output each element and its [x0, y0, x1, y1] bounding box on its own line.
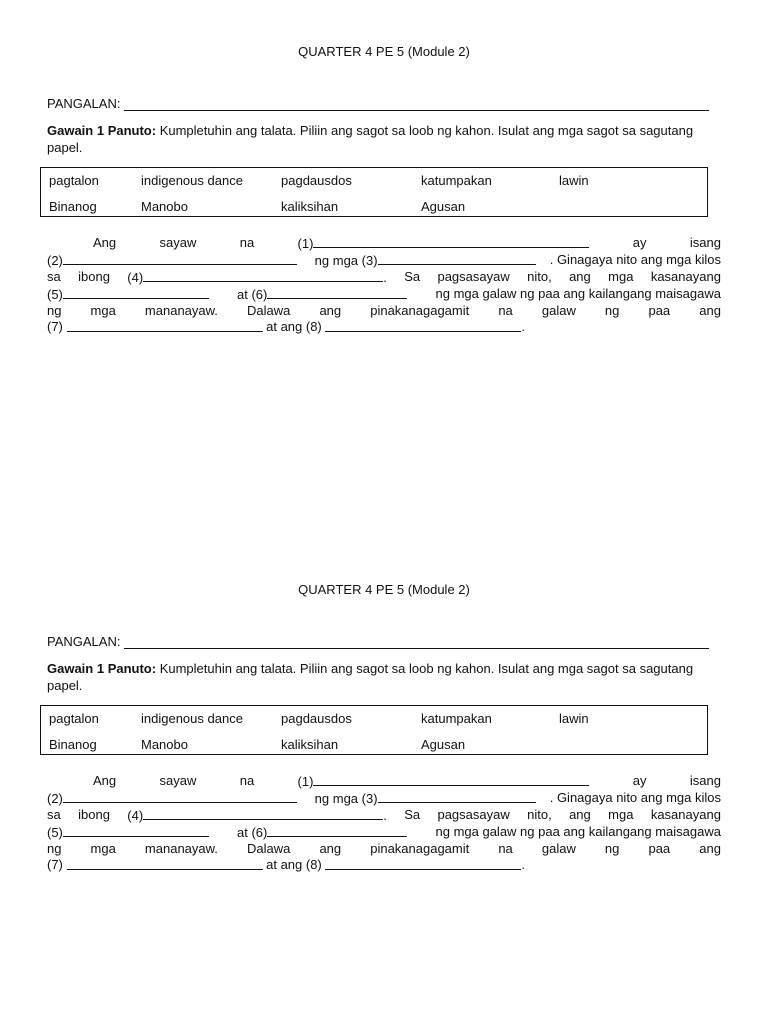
paragraph-line	[47, 235, 721, 252]
word-bank-item: kaliksihan	[281, 737, 339, 752]
paragraph-segment	[47, 824, 209, 841]
paragraph-segment	[47, 790, 297, 807]
paragraph-word: galaw	[541, 840, 576, 856]
paragraph-word: mga	[608, 806, 634, 822]
paragraph-text: at (6)	[233, 286, 268, 302]
fill-in-paragraph	[47, 773, 721, 874]
paragraph-segment	[127, 807, 387, 824]
paragraph-text: . Ginagaya nito ang mga kilos	[549, 251, 721, 267]
answer-blank-1[interactable]	[313, 773, 589, 786]
paragraph-word: ang	[319, 302, 342, 318]
paragraph-line	[47, 773, 721, 790]
paragraph-word: pagsasayaw	[437, 268, 510, 284]
paragraph-segment	[311, 790, 535, 807]
paragraph-word: ng	[604, 302, 620, 318]
answer-blank-5[interactable]	[63, 286, 209, 299]
answer-blank-6[interactable]	[267, 286, 407, 299]
name-label: PANGALAN:	[47, 634, 121, 649]
paragraph-word: ang	[699, 840, 721, 856]
paragraph-line	[47, 790, 721, 807]
paragraph-word: na	[498, 840, 513, 856]
blank-number: (4)	[127, 269, 144, 285]
paragraph-segment	[233, 286, 407, 303]
name-label: PANGALAN:	[47, 96, 121, 111]
blank-number: (7)	[47, 319, 67, 335]
paragraph-line	[47, 303, 721, 320]
paragraph-word: mananayaw.	[144, 840, 218, 856]
paragraph-segment	[47, 252, 297, 269]
answer-blank-7[interactable]	[67, 319, 263, 332]
word-bank-item: Binanog	[49, 199, 97, 214]
paragraph-word: nito,	[527, 806, 552, 822]
paragraph-line	[47, 857, 721, 874]
paragraph-segment	[298, 773, 590, 790]
blank-number: (7)	[47, 857, 67, 873]
paragraph-text: ng mga (3)	[311, 790, 378, 806]
paragraph-word: kasanayang	[650, 806, 721, 822]
instructions	[47, 122, 709, 156]
word-bank-item: pagdausdos	[281, 711, 352, 726]
answer-blank-2[interactable]	[63, 252, 297, 265]
paragraph-text: .	[383, 807, 387, 823]
name-blank[interactable]	[124, 636, 709, 649]
name-field[interactable]	[47, 634, 709, 649]
paragraph-word: isang	[689, 235, 721, 250]
paragraph-word: galaw	[541, 302, 576, 318]
paragraph-word: sayaw	[159, 773, 197, 788]
paragraph-word: ng	[604, 840, 620, 856]
paragraph-word: sa	[47, 806, 61, 822]
paragraph-text: ng mga (3)	[311, 252, 378, 268]
worksheet-1	[0, 38, 768, 368]
paragraph-word: na	[498, 302, 513, 318]
paragraph-text: at (6)	[233, 824, 268, 840]
word-bank-item: katumpakan	[421, 173, 492, 188]
word-bank-item: Manobo	[141, 199, 188, 214]
worksheet-title: QUARTER 4 PE 5 (Module 2)	[298, 582, 470, 597]
word-bank-item: indigenous dance	[141, 173, 243, 188]
fill-in-paragraph	[47, 235, 721, 336]
answer-blank-6[interactable]	[267, 824, 407, 837]
paragraph-text: at ang (8)	[262, 857, 326, 873]
paragraph-word: ang	[699, 302, 721, 318]
paragraph-word: ang	[569, 268, 591, 284]
word-bank-item: pagtalon	[49, 711, 99, 726]
paragraph-word: isang	[689, 773, 721, 788]
paragraph-text: .	[521, 857, 525, 873]
blank-number: (4)	[127, 807, 144, 823]
paragraph-word: pinakanagagamit	[370, 302, 470, 318]
instruction-text: Kumpletuhin ang talata. Piliin ang sagot sa loob ng kahon. Isulat ang mga sagot sa sagutang papel.	[47, 123, 694, 155]
paragraph-line	[47, 286, 721, 303]
paragraph-segment	[233, 824, 407, 841]
paragraph-line	[47, 807, 721, 824]
paragraph-word: ay	[632, 773, 647, 788]
paragraph-word: ng	[47, 302, 62, 318]
instruction-heading: Gawain 1 Panuto:	[47, 123, 157, 138]
answer-blank-3[interactable]	[378, 252, 536, 265]
paragraph-text: .	[521, 319, 525, 335]
blank-number: (5)	[47, 824, 63, 840]
word-bank-item: indigenous dance	[141, 711, 243, 726]
paragraph-word: paa	[648, 302, 671, 318]
paragraph-text: at ang (8)	[262, 319, 326, 335]
word-bank-item: Manobo	[141, 737, 188, 752]
paragraph-word: mga	[90, 302, 116, 318]
word-bank-item: Agusan	[421, 199, 466, 214]
answer-blank-4[interactable]	[143, 269, 383, 282]
name-field[interactable]	[47, 96, 709, 111]
paragraph-word: na	[239, 773, 255, 788]
blank-number: (2)	[47, 252, 63, 268]
answer-blank-1[interactable]	[313, 235, 589, 248]
answer-blank-8[interactable]	[325, 857, 521, 870]
paragraph-segment	[47, 286, 209, 303]
paragraph-word: pagsasayaw	[437, 806, 510, 822]
name-blank[interactable]	[124, 98, 709, 111]
blank-number: (1)	[297, 774, 314, 789]
answer-blank-7[interactable]	[67, 857, 263, 870]
paragraph-word: na	[239, 235, 255, 250]
word-bank-item: Agusan	[421, 737, 466, 752]
blank-number: (1)	[297, 236, 314, 251]
paragraph-line	[47, 841, 721, 858]
paragraph-text: ng mga galaw ng paa ang kailangang maisagawa	[431, 823, 721, 839]
paragraph-line	[47, 269, 721, 286]
paragraph-word: Dalawa	[247, 302, 291, 318]
answer-blank-2[interactable]	[63, 790, 297, 803]
paragraph-word: Dalawa	[247, 840, 291, 856]
blank-number: (2)	[47, 790, 63, 806]
word-bank-item: Binanog	[49, 737, 97, 752]
paragraph-word: sa	[47, 268, 61, 284]
paragraph-text: . Ginagaya nito ang mga kilos	[549, 789, 721, 805]
paragraph-word: Ang	[93, 773, 117, 788]
worksheet-2	[0, 576, 768, 906]
paragraph-word: ibong	[78, 806, 110, 822]
paragraph-line	[47, 824, 721, 841]
paragraph-line	[47, 319, 721, 336]
paragraph-word: mga	[608, 268, 634, 284]
instruction-heading: Gawain 1 Panuto:	[47, 661, 157, 676]
instruction-text: Kumpletuhin ang talata. Piliin ang sagot sa loob ng kahon. Isulat ang mga sagot sa sagutang papel.	[47, 661, 694, 693]
paragraph-word: nito,	[527, 268, 552, 284]
answer-blank-4[interactable]	[143, 807, 383, 820]
paragraph-text: ng mga galaw ng paa ang kailangang maisagawa	[431, 285, 721, 301]
paragraph-word: kasanayang	[650, 268, 721, 284]
answer-blank-3[interactable]	[378, 790, 536, 803]
paragraph-word: pinakanagagamit	[370, 840, 470, 856]
paragraph-line	[47, 252, 721, 269]
paragraph-word: ng	[47, 840, 62, 856]
paragraph-word: sayaw	[159, 235, 197, 250]
paragraph-word: ang	[319, 840, 342, 856]
paragraph-word: Sa	[404, 268, 421, 284]
word-bank-item: katumpakan	[421, 711, 492, 726]
word-bank-item: lawin	[559, 173, 589, 188]
word-bank	[40, 705, 708, 755]
paragraph-word: mananayaw.	[144, 302, 218, 318]
paragraph-word: Ang	[93, 235, 117, 250]
word-bank-item: kaliksihan	[281, 199, 339, 214]
answer-blank-5[interactable]	[63, 824, 209, 837]
answer-blank-8[interactable]	[325, 319, 521, 332]
paragraph-word: ang	[569, 806, 591, 822]
paragraph-segment	[127, 269, 387, 286]
paragraph-word: ibong	[78, 268, 110, 284]
worksheet-title: QUARTER 4 PE 5 (Module 2)	[298, 44, 470, 59]
paragraph-word: ay	[632, 235, 647, 250]
word-bank-item: pagdausdos	[281, 173, 352, 188]
word-bank-item: lawin	[559, 711, 589, 726]
word-bank-item: pagtalon	[49, 173, 99, 188]
paragraph-text: .	[383, 269, 387, 285]
paragraph-segment	[298, 235, 590, 252]
blank-number: (5)	[47, 286, 63, 302]
instructions	[47, 660, 709, 694]
paragraph-word: paa	[648, 840, 671, 856]
paragraph-segment	[311, 252, 535, 269]
word-bank	[40, 167, 708, 217]
paragraph-word: mga	[90, 840, 116, 856]
paragraph-word: Sa	[404, 806, 421, 822]
